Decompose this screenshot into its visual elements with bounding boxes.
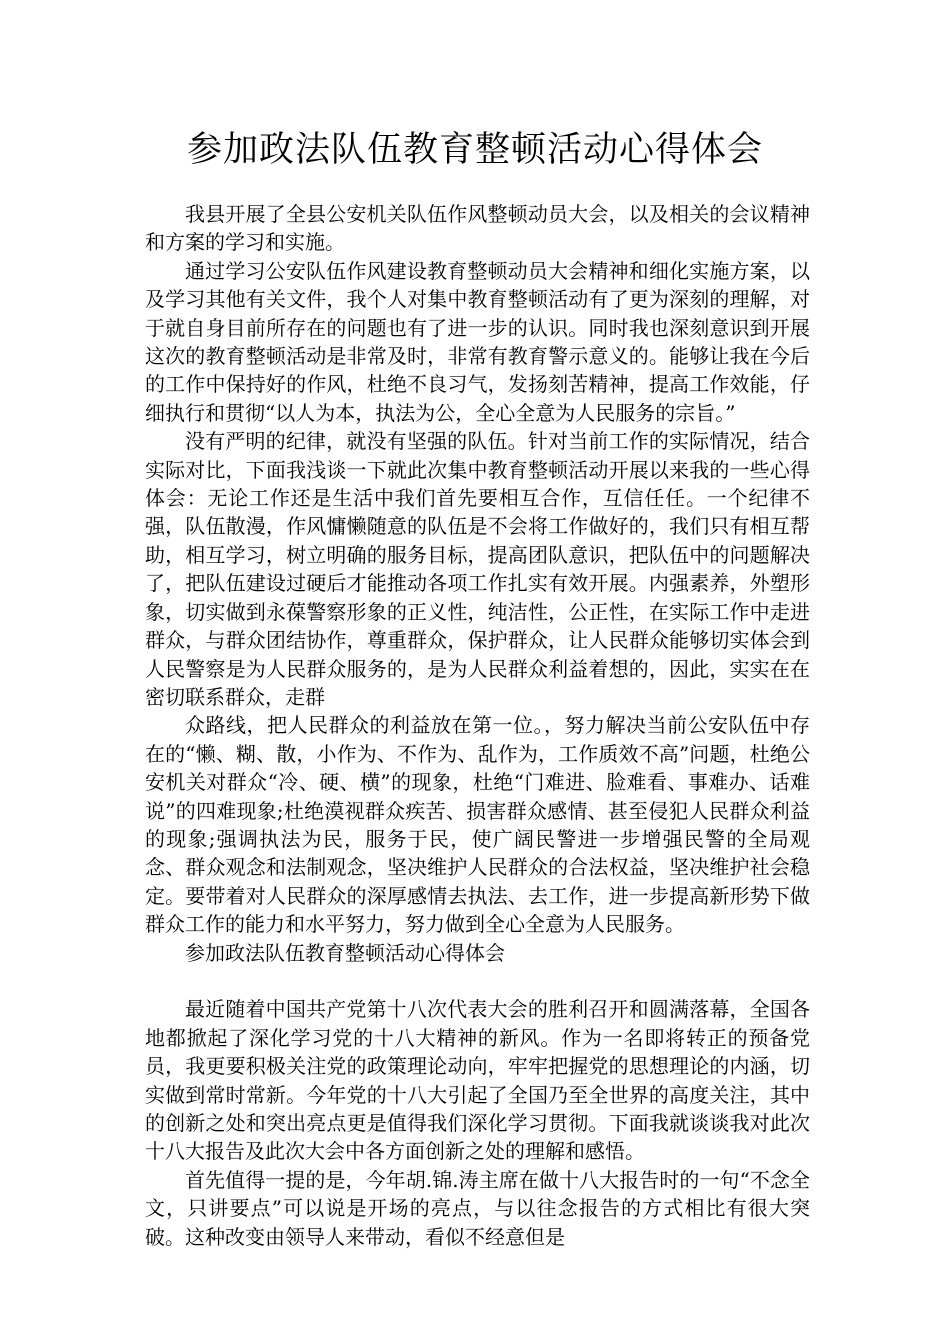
paragraph: 通过学习公安队伍作风建设教育整顿动员大会精神和细化实施方案，以及学习其他有关文件，我个人对集中教育整顿活动有了更为深刻的理解，对于就自身目前所存在的问题也有了进一步的认识。同时我也深刻意识到开展这次的教育整顿活动是非常及时，非常有教育警示意义的。能够让我在今后的工作中保持好的作风，杜绝不良习气，发扬刻苦精神，提高工作效能，仔细执行和贯彻“以人为本，执法为公，全心全意为人民服务的宗旨。” <box>145 258 810 425</box>
blank-line <box>145 967 810 995</box>
paragraph: 众路线，把人民群众的利益放在第一位。，努力解决当前公安队伍中存在的“懒、糊、散，小作为、不作为、乱作为，工作质效不高”问题，杜绝公安机关对群众“冷、硬、横”的现象，杜绝“门难进、脸难看、事难办、话难说”的四难现象;杜绝漠视群众疾苦、损害群众感情、甚至侵犯人民群众利益的现象;强调执法为民，服务于民，使广阔民警进一步增强民警的全局观念、群众观念和法制观念，坚决维护人民群众的合法权益，坚决维护社会稳定。要带着对人民群众的深厚感情去执法、去工作，进一步提高新形势下做群众工作的能力和水平努力，努力做到全心全意为人民服务。 <box>145 713 810 937</box>
section-subheading: 参加政法队伍教育整顿活动心得体会 <box>185 940 505 965</box>
paragraph: 首先值得一提的是，今年胡.锦.涛主席在做十八大报告时的一句“不念全文，只讲要点”可以说是开场的亮点，与以往念报告的方式相比有很大突破。这种改变由领导人来带动，看似不经意但是 <box>145 1167 810 1249</box>
paragraph: 我县开展了全县公安机关队伍作风整顿动员大会，以及相关的会议精神和方案的学习和实施。 <box>145 202 810 255</box>
document-body <box>145 200 810 1251</box>
paragraph: 没有严明的纪律，就没有坚强的队伍。针对当前工作的实际情况，结合实际对比，下面我浅谈一下就此次集中教育整顿活动开展以来我的一些心得体会：无论工作还是生活中我们首先要相互合作，互信任任。一个纪律不强，队伍散漫，作风慵懒随意的队伍是不会将工作做好的，我们只有相互帮助，相互学习，树立明确的服务目标，提高团队意识，把队伍中的问题解决了，把队伍建设过硬后才能推动各项工作扎实有效开展。内强素养，外塑形象，切实做到永葆警察形象的正义性，纯洁性，公正性，在实际工作中走进群众，与群众团结协作，尊重群众，保护群众，让人民群众能够切实体会到人民警察是为人民群众服务的，是为人民群众利益着想的，因此，实实在在密切联系群众，走群 <box>145 429 810 709</box>
document-title: 参加政法队伍教育整顿活动心得体会 <box>186 130 763 170</box>
paragraph: 最近随着中国共产党第十八次代表大会的胜利召开和圆满落幕，全国各地都掀起了深化学习党的十八大精神的新风。作为一名即将转正的预备党员，我更要积极关注党的政策理论动向，牢牢把握党的思想理论的内涵，切实做到常时常新。今年党的十八大引起了全国乃至全世界的高度关注，其中的创新之处和突出亮点更是值得我们深化学习贯彻。下面我就谈谈我对此次十八大报告及此次大会中各方面创新之处的理解和感悟。 <box>145 997 810 1164</box>
